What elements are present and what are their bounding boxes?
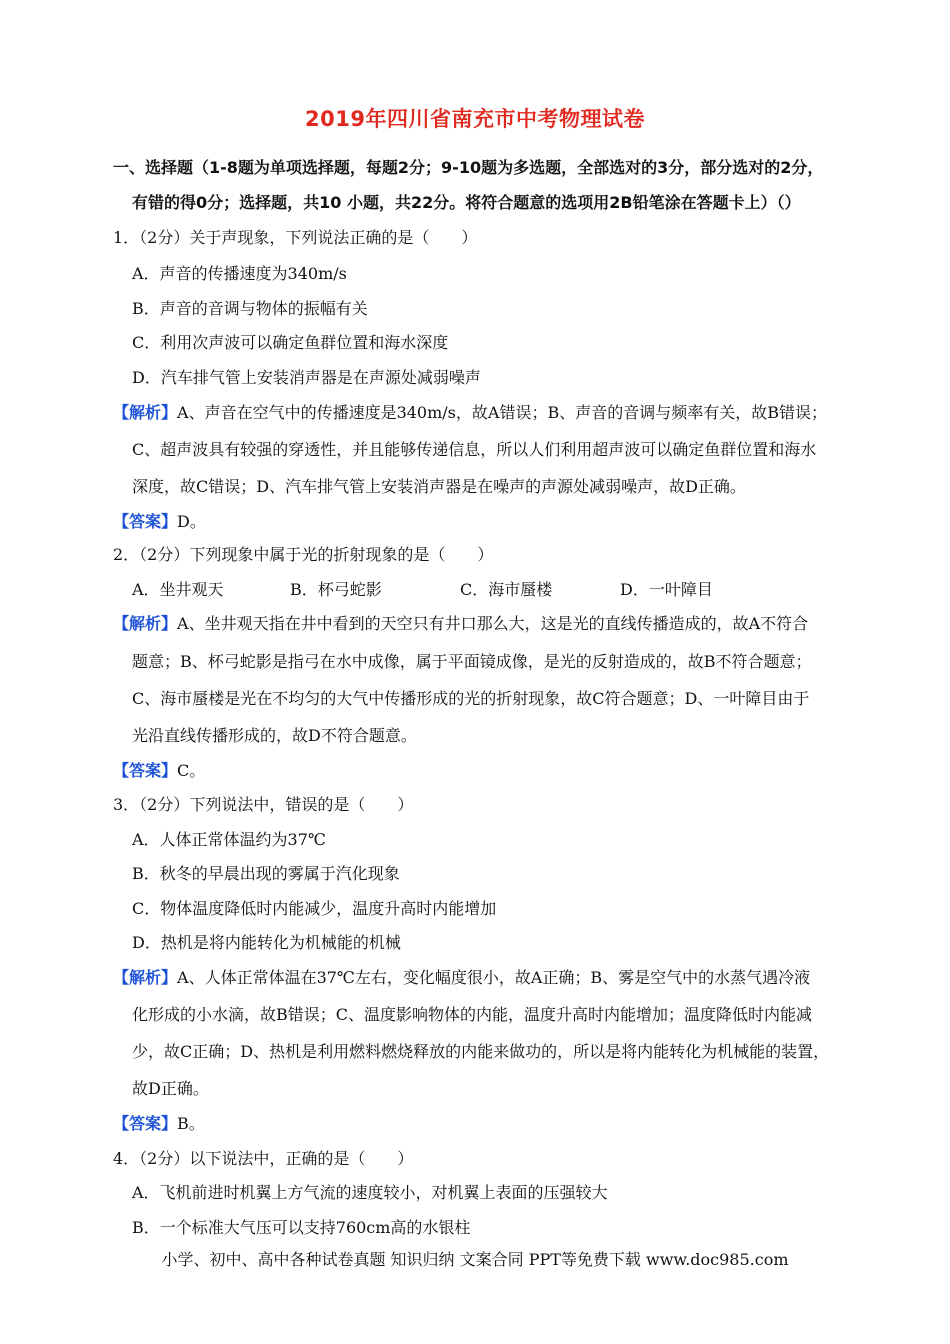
section-heading-line-1: 一、选择题（1-8题为单项选择题，每题2分；9-10题为多选题，全部选对的3分，部分选对的2分，	[113, 158, 824, 177]
q1-option-c: C．利用次声波可以确定鱼群位置和海水深度	[132, 333, 449, 352]
q3-analysis-line-4: 故D正确。	[132, 1079, 209, 1098]
q1-answer-line	[113, 512, 206, 532]
analysis-tag: 【解析】	[113, 614, 178, 633]
q2-option-b: B．杯弓蛇影	[290, 580, 382, 599]
q4-stem: 4．（2分）以下说法中，正确的是（ ）	[113, 1149, 414, 1168]
q2-option-a: A．坐井观天	[132, 580, 224, 599]
q3-answer-line	[113, 1114, 205, 1134]
section-heading-line-2: 有错的得0分；选择题，共10 小题，共22分。将符合题意的选项用2B铅笔涂在答题卡上）（）	[132, 193, 801, 212]
q1-option-a: A．声音的传播速度为340m/s	[132, 264, 347, 283]
q2-analysis-line-4: 光沿直线传播形成的，故D不符合题意。	[132, 726, 417, 745]
q2-answer-line	[113, 761, 205, 781]
q2-analysis-line-2: 题意；B、杯弓蛇影是指弓在水中成像，属于平面镜成像，是光的反射造成的，故B不符合题意；	[132, 652, 812, 671]
answer-tag: 【答案】	[113, 512, 178, 531]
answer-tag: 【答案】	[113, 1114, 178, 1133]
q1-analysis-line-2: C、超声波具有较强的穿透性，并且能够传递信息，所以人们利用超声波可以确定鱼群位置和海水	[132, 440, 817, 459]
q1-answer: D。	[177, 512, 206, 531]
q3-analysis-line-3: 少，故C正确；D、热机是利用燃料燃烧释放的内能来做功的，所以是将内能转化为机械能的装置，	[132, 1042, 830, 1061]
q3-option-c: C．物体温度降低时内能减少，温度升高时内能增加	[132, 899, 497, 918]
q1-option-d: D．汽车排气管上安装消声器是在声源处减弱噪声	[132, 368, 481, 387]
q2-answer: C。	[177, 761, 206, 780]
q1-stem: 1．（2分）关于声现象，下列说法正确的是（ ）	[113, 228, 478, 247]
q2-stem: 2．（2分）下列现象中属于光的折射现象的是（ ）	[113, 545, 494, 564]
q4-option-b: B．一个标准大气压可以支持760cm高的水银柱	[132, 1218, 471, 1237]
q3-analysis-line-1	[113, 968, 810, 988]
q4-option-a: A．飞机前进时机翼上方气流的速度较小，对机翼上表面的压强较大	[132, 1183, 608, 1202]
q2-option-c: C．海市蜃楼	[460, 580, 553, 599]
q2-analysis-line-3: C、海市蜃楼是光在不均匀的大气中传播形成的光的折射现象，故C符合题意；D、一叶障目由于	[132, 689, 810, 708]
q1-analysis-line-3: 深度，故C错误；D、汽车排气管上安装消声器是在噪声的声源处减弱噪声，故D正确。	[132, 477, 746, 496]
q3-option-d: D．热机是将内能转化为机械能的机械	[132, 933, 401, 952]
q1-analysis-text-1: A、声音在空气中的传播速度是340m/s，故A错误；B、声音的音调与频率有关，故B错误；	[177, 403, 827, 422]
q2-analysis-line-1	[113, 614, 808, 634]
q3-analysis-text-1: A、人体正常体温在37℃左右，变化幅度很小，故A正确；B、雾是空气中的水蒸气遇冷液	[177, 968, 811, 987]
q3-answer: B。	[177, 1114, 205, 1133]
analysis-tag: 【解析】	[113, 403, 178, 422]
page-footer: 小学、初中、高中各种试卷真题 知识归纳 文案合同 PPT等免费下载 www.doc985.com	[161, 1250, 789, 1269]
analysis-tag: 【解析】	[113, 968, 178, 987]
answer-tag: 【答案】	[113, 761, 178, 780]
q2-analysis-text-1: A、坐井观天指在井中看到的天空只有井口那么大，这是光的直线传播造成的，故A不符合	[177, 614, 809, 633]
q3-option-b: B．秋冬的早晨出现的雾属于汽化现象	[132, 864, 400, 883]
q3-option-a: A．人体正常体温约为37℃	[132, 830, 326, 849]
q3-analysis-line-2: 化形成的小水滴，故B错误；C、温度影响物体的内能，温度升高时内能增加；温度降低时内能减	[132, 1005, 813, 1024]
q2-option-d: D．一叶障目	[620, 580, 713, 599]
page-title: 2019年四川省南充市中考物理试卷	[305, 107, 645, 131]
q3-stem: 3．（2分）下列说法中，错误的是（ ）	[113, 795, 414, 814]
q1-analysis-line-1	[113, 403, 827, 423]
q1-option-b: B．声音的音调与物体的振幅有关	[132, 299, 368, 318]
